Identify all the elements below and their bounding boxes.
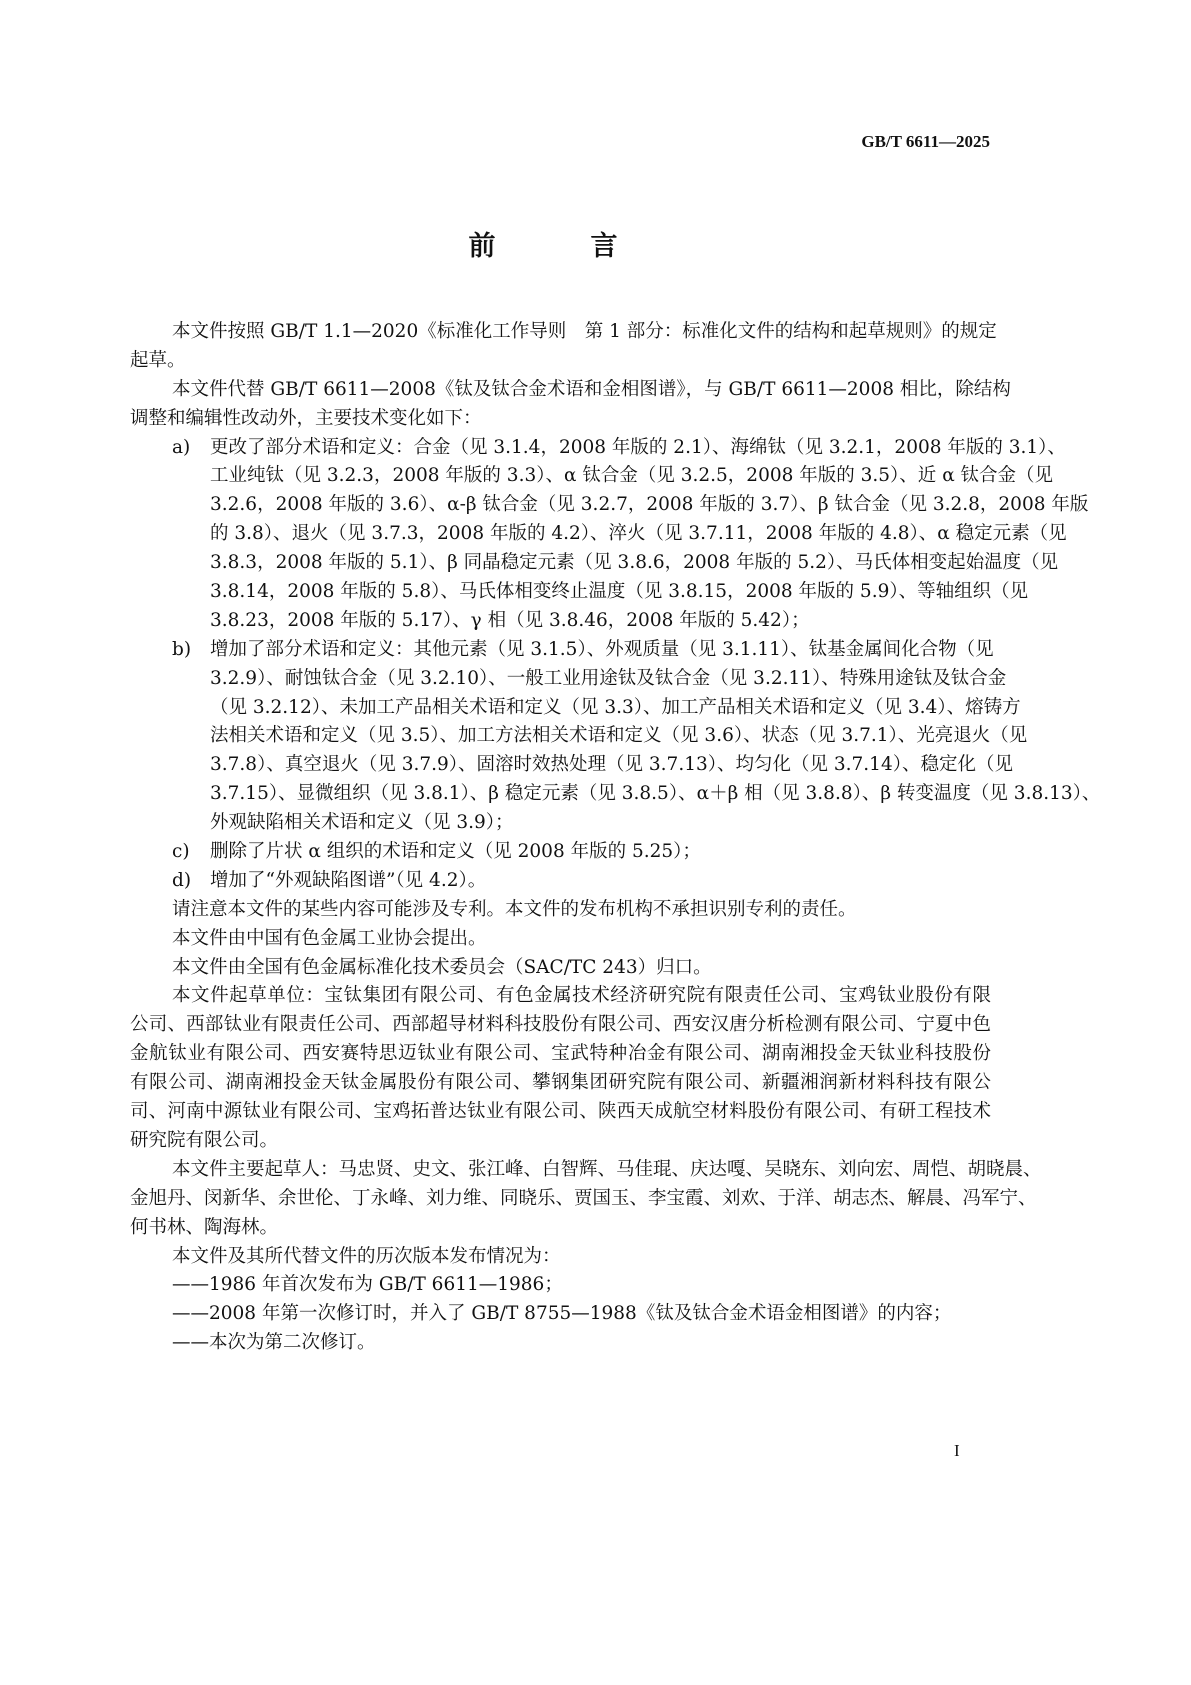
list-item-label: c) [172,841,190,863]
page-number: I [954,1441,960,1460]
text-line: （见 3.2.12）、未加工产品相关术语和定义（见 3.3）、加工产品相关术语和定义（见 3.4）、熔铸方 [210,696,1021,718]
text-line: ——1986 年首次发布为 GB/T 6611—1986； [172,1274,563,1296]
text-line: 3.8.3，2008 年版的 5.1）、β 同晶稳定元素（见 3.8.6，2008 年版的 5.2）、马氏体相变起始温度（见 [210,552,1059,574]
text-line: 3.2.9）、耐蚀钛合金（见 3.2.10）、一般工业用途钛及钛合金（见 3.2.11）、特殊用途钛及钛合金 [210,667,1007,689]
paragraph [130,982,991,1155]
text-line: 3.7.8）、真空退火（见 3.7.9）、固溶时效热处理（见 3.7.13）、均匀化（见 3.7.14）、稳定化（见 [210,754,1013,776]
text-line: 本文件按照 GB/T 1.1—2020《标准化工作导则 第 1 部分：标准化文件的结构和起草规则》的规定 [172,321,997,342]
page-title: 前 言 [468,231,652,262]
list-item [130,636,1101,838]
text-line: 调整和编辑性改动外，主要技术变化如下： [130,407,482,429]
text-line: 工业纯钛（见 3.2.3，2008 年版的 3.3）、α 钛合金（见 3.2.5，2008 年版的 3.5）、近 α 钛合金（见 [210,465,1054,487]
text-line: ——2008 年第一次修订时，并入了 GB/T 8755—1988《钛及钛合金术语金相图谱》的内容； [172,1303,952,1325]
paragraph [130,1156,1042,1243]
paragraph [130,1243,991,1272]
list-item-label: d) [172,869,192,891]
text-line: 增加了部分术语和定义：其他元素（见 3.1.5）、外观质量（见 3.1.11）、钛基金属间化合物（见 [210,638,994,660]
document-body [130,318,1101,1358]
document-number: GB/T 6611—2025 [861,132,990,151]
text-line: 外观缺陷相关术语和定义（见 3.9）； [210,812,514,834]
text-line: 本文件代替 GB/T 6611—2008《钛及钛合金术语和金相图谱》，与 GB/T 6611—2008 相比，除结构 [172,378,1011,400]
list-item-label: a) [172,436,191,458]
paragraph [130,896,991,925]
text-line: ——本次为第二次修订。 [172,1332,376,1354]
text-line: 3.7.15）、显微组织（见 3.8.1）、β 稳定元素（见 3.8.5）、α＋β 相（见 3.8.8）、β 转变温度（见 3.8.13）、 [210,783,1101,805]
text-line: 公司、西部钛业有限责任公司、西部超导材料科技股份有限公司、西安汉唐分析检测有限公司、宁夏中色 [130,1014,991,1036]
paragraph [130,1300,991,1329]
text-line: 法相关术语和定义（见 3.5）、加工方法相关术语和定义（见 3.6）、状态（见 3.7.1）、光亮退火（见 [210,725,1028,747]
paragraph [130,954,991,983]
text-line: 更改了部分术语和定义：合金（见 3.1.4，2008 年版的 2.1）、海绵钛（见 3.2.1，2008 年版的 3.1）、 [210,436,1066,458]
paragraph [130,376,1011,434]
text-line: 3.8.14，2008 年版的 5.8）、马氏体相变终止温度（见 3.8.15，2008 年版的 5.9）、等轴组织（见 [210,581,1029,603]
text-line: 删除了片状 α 组织的术语和定义（见 2008 年版的 5.25）； [210,841,701,863]
text-line: 本文件由中国有色金属工业协会提出。 [172,927,487,949]
text-line: 的 3.8）、退火（见 3.7.3，2008 年版的 4.2）、淬火（见 3.7.11，2008 年版的 4.8）、α 稳定元素（见 [210,523,1067,545]
paragraph [130,1329,991,1358]
text-line: 何书林、陶海林。 [130,1216,279,1238]
text-line: 本文件起草单位：宝钛集团有限公司、有色金属技术经济研究院有限责任公司、宝鸡钛业股份有限 [172,985,991,1007]
text-line: 金旭丹、闵新华、余世伦、丁永峰、刘力维、同晓乐、贾国玉、李宝霞、刘欢、于洋、胡志杰、解晨、冯军宁、 [130,1187,1037,1209]
text-line: 有限公司、湖南湘投金天钛金属股份有限公司、攀钢集团研究院有限公司、新疆湘润新材料科技有限公 [130,1072,991,1094]
text-line: 增加了“外观缺陷图谱”（见 4.2）。 [210,869,487,891]
text-line: 起草。 [130,349,186,371]
text-line: 研究院有限公司。 [130,1129,279,1151]
list-item [130,434,1089,636]
list-item [130,867,991,896]
text-line: 3.2.6，2008 年版的 3.6）、α-β 钛合金（见 3.2.7，2008 年版的 3.7）、β 钛合金（见 3.2.8，2008 年版 [210,494,1089,516]
text-line: 请注意本文件的某些内容可能涉及专利。本文件的发布机构不承担识别专利的责任。 [172,898,857,920]
text-line: 本文件主要起草人：马忠贤、史文、张江峰、白智辉、马佳琨、庆达嘎、吴晓东、刘向宏、周恺、胡晓晨、 [172,1158,1042,1180]
list-item [130,838,991,867]
text-line: 金航钛业有限公司、西安赛特思迈钛业有限公司、宝武特种冶金有限公司、湖南湘投金天钛业科技股份 [130,1043,991,1065]
list-item-label: b) [172,638,192,660]
paragraph [130,1271,991,1300]
text-line: 司、河南中源钛业有限公司、宝鸡拓普达钛业有限公司、陕西天成航空材料股份有限公司、有研工程技术 [130,1101,991,1123]
text-line: 本文件由全国有色金属标准化技术委员会（SAC/TC 243）归口。 [172,956,712,978]
text-line: 3.8.23，2008 年版的 5.17）、γ 相（见 3.8.46，2008 年版的 5.42）； [210,609,810,631]
paragraph [130,318,997,376]
text-line: 本文件及其所代替文件的历次版本发布情况为： [172,1245,561,1267]
paragraph [130,925,991,954]
